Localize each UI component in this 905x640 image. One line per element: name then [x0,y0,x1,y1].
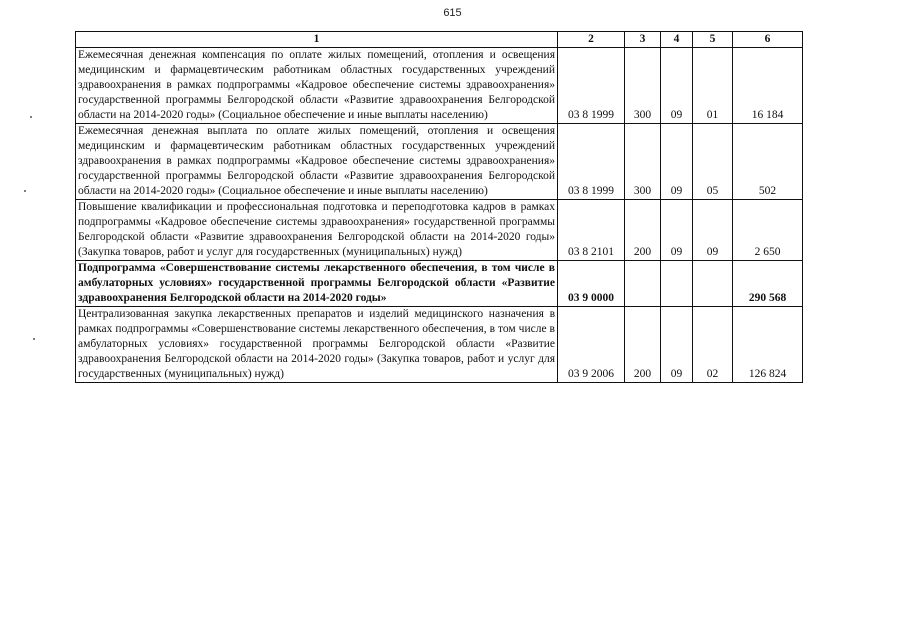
row-rz [661,261,693,307]
row-amount: 126 824 [733,307,803,383]
table-row [76,307,803,383]
row-vr: 200 [625,307,661,383]
row-code: 03 8 1999 [558,124,625,200]
scan-speck [30,116,32,118]
row-amount: 16 184 [733,48,803,124]
row-amount: 290 568 [733,261,803,307]
table-header-row [76,32,803,48]
row-description: Централизованная закупка лекарственных препаратов и изделий медицинского назначения в рамках подпрограммы «Совершенствование системы лекарственного обеспечения, в том числе в амбулаторных условиях» государственной программы Белгородской области «Развитие здравоохранения Белгородской области на 2014-2020 годы» (Закупка товаров, работ и услуг для государственных (муниципальных) нужд) [76,307,558,383]
row-vr: 300 [625,124,661,200]
row-pr: 02 [693,307,733,383]
table-row [76,200,803,261]
page-number: 615 [443,7,462,19]
row-code: 03 8 2101 [558,200,625,261]
row-pr: 05 [693,124,733,200]
row-pr [693,261,733,307]
row-code: 03 8 1999 [558,48,625,124]
column-header-2: 2 [558,32,625,48]
row-rz: 09 [661,307,693,383]
scan-speck [24,190,26,192]
row-rz: 09 [661,124,693,200]
column-header-1: 1 [76,32,558,48]
row-vr: 200 [625,200,661,261]
row-vr [625,261,661,307]
row-rz: 09 [661,200,693,261]
row-pr: 09 [693,200,733,261]
row-description: Повышение квалификации и профессиональная подготовка и переподготовка кадров в рамках подпрограммы «Кадровое обеспечение системы здравоохранения» государственной программы Белгородской области «Развитие здравоохранения Белгородской области на 2014-2020 годы» (Закупка товаров, работ и услуг для государственных (муниципальных) нужд) [76,200,558,261]
row-amount: 2 650 [733,200,803,261]
row-rz: 09 [661,48,693,124]
row-description: Подпрограмма «Совершенствование системы лекарственного обеспечения, в том числе в амбулаторных условиях» государственной программы Белгородской области «Развитие здравоохранения Белгородской области на 2014-2020 годы» [76,261,558,307]
column-header-3: 3 [625,32,661,48]
budget-table [75,31,803,383]
column-header-4: 4 [661,32,693,48]
table-row [76,124,803,200]
table-row-subprogram [76,261,803,307]
column-header-5: 5 [693,32,733,48]
row-pr: 01 [693,48,733,124]
column-header-6: 6 [733,32,803,48]
scan-speck [33,338,35,340]
table-row [76,48,803,124]
row-amount: 502 [733,124,803,200]
row-description: Ежемесячная денежная компенсация по оплате жилых помещений, отопления и освещения медицинским и фармацевтическим работникам областных государственных учреждений здравоохранения в рамках подпрограммы «Кадровое обеспечение системы здравоохранения» государственной программы Белгородской области «Развитие здравоохранения Белгородской области на 2014-2020 годы» (Социальное обеспечение и иные выплаты населению) [76,48,558,124]
row-description: Ежемесячная денежная выплата по оплате жилых помещений, отопления и освещения медицинским и фармацевтическим работникам областных государственных учреждений здравоохранения в рамках подпрограммы «Кадровое обеспечение системы здравоохранения» государственной программы Белгородской области «Развитие здравоохранения Белгородской области на 2014-2020 годы» (Социальное обеспечение и иные выплаты населению) [76,124,558,200]
row-code: 03 9 0000 [558,261,625,307]
row-code: 03 9 2006 [558,307,625,383]
row-vr: 300 [625,48,661,124]
